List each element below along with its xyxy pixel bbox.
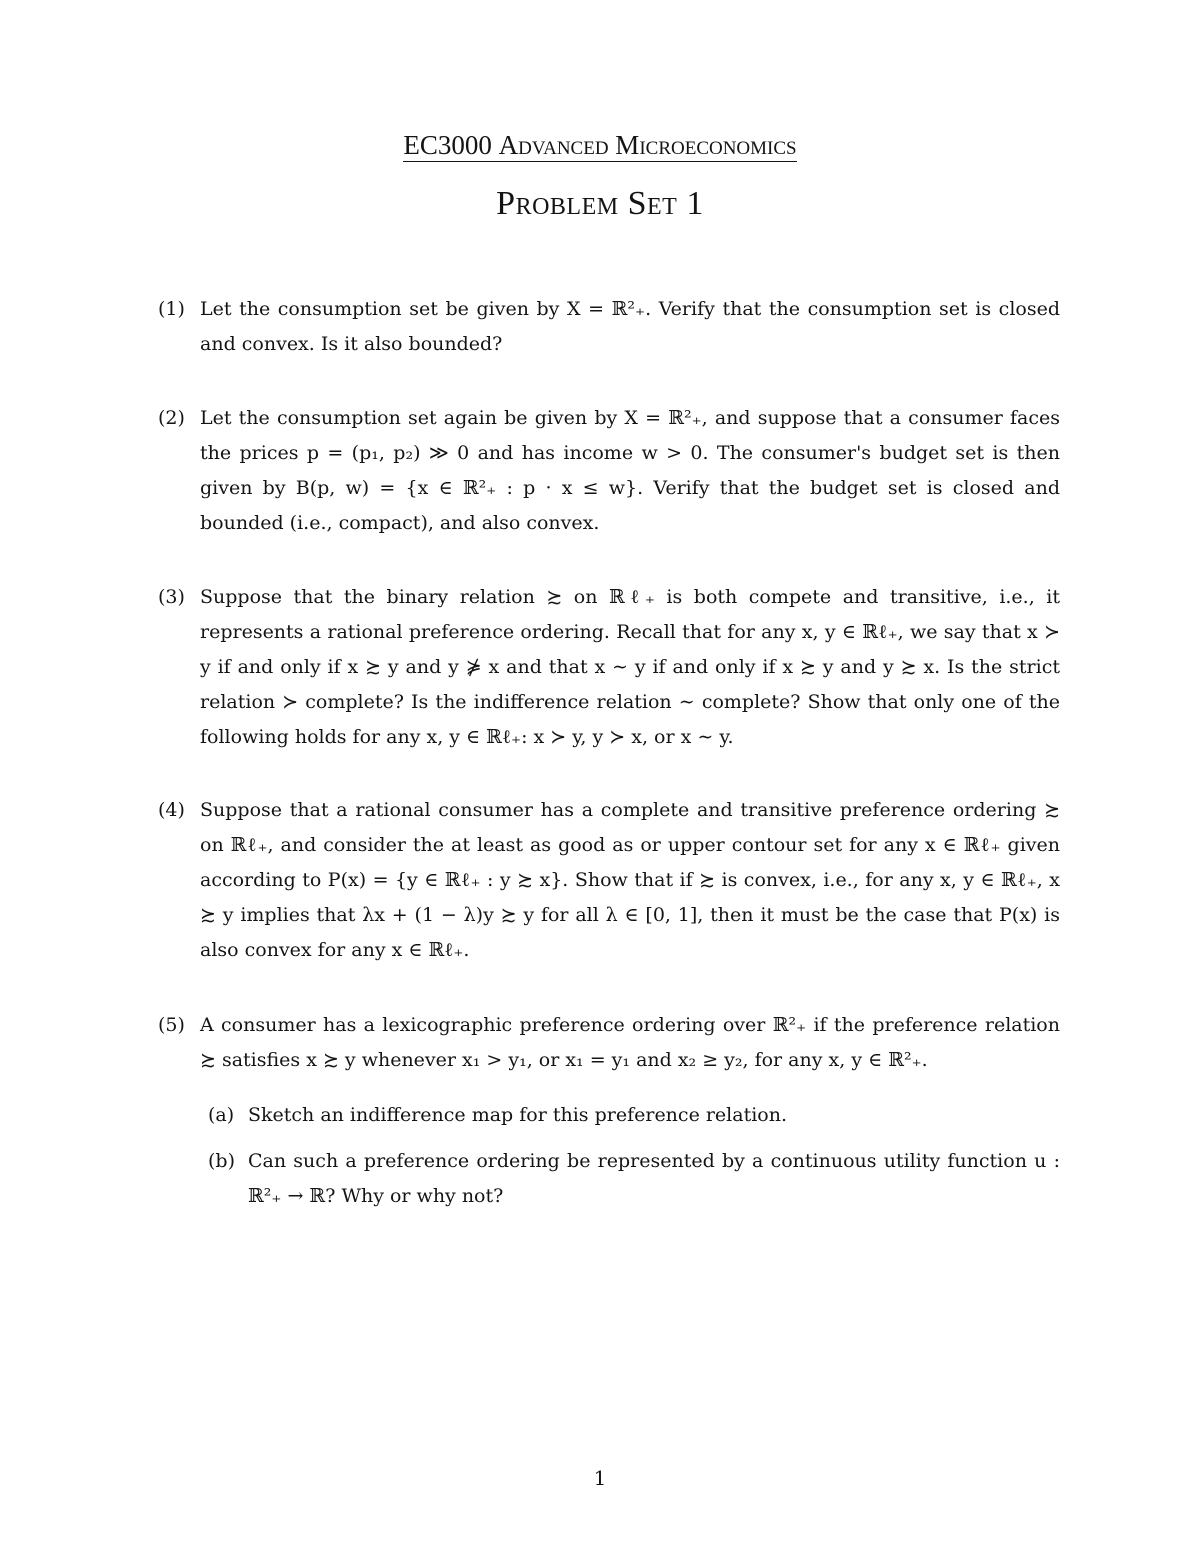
problem-number: (4): [158, 799, 185, 821]
problem-number: (5): [158, 1014, 185, 1036]
course-code: EC3000: [403, 130, 492, 160]
problem-1: [158, 292, 1060, 362]
part-text: Can such a preference ordering be represented by a continuous utility function u : ℝ²₊ → ℝ? Why or why not?: [248, 1150, 1060, 1207]
problem-text: Suppose that the binary relation ≿ on ℝℓ₊ is both compete and transitive, i.e., it represents a rational preference ordering. Recall that for any x, y ∈ ℝℓ₊, we say that x ≻ y if and only if x ≿ y and y ⋡ x and that x ∼ y if and only if x ≿ y and y ≿ x. Is the strict relation ≻ complete? Is the indifference relation ∼ complete? Show that only one of the following holds for any x, y ∈ ℝℓ₊: x ≻ y, y ≻ x, or x ∼ y.: [200, 586, 1060, 748]
problem-number: (2): [158, 407, 185, 429]
problem-5-part-b: [208, 1144, 1060, 1214]
problem-text: A consumer has a lexicographic preference ordering over ℝ²₊ if the preference relation ≿ satisfies x ≿ y whenever x₁ > y₁, or x₁ = y₁ and x₂ ≥ y₂, for any x, y ∈ ℝ²₊.: [200, 1014, 1060, 1071]
problem-text: Suppose that a rational consumer has a complete and transitive preference ordering ≿ on ℝℓ₊, and consider the at least as good as or upper contour set for any x ∈ ℝℓ₊ given according to P(x) = {y ∈ ℝℓ₊ : y ≿ x}. Show that if ≿ is convex, i.e., for any x, y ∈ ℝℓ₊, x ≿ y implies that λx + (1 − λ)y ≿ y for all λ ∈ [0, 1], then it must be the case that P(x) is also convex for any x ∈ ℝℓ₊.: [200, 799, 1060, 961]
problem-4: [158, 793, 1060, 968]
part-text: Sketch an indifference map for this preference relation.: [248, 1104, 788, 1126]
course-title: [0, 128, 1200, 162]
problem-number: (3): [158, 586, 185, 608]
problem-2: [158, 401, 1060, 541]
problem-number: (1): [158, 298, 185, 320]
problem-text: Let the consumption set again be given by X = ℝ²₊, and suppose that a consumer faces the prices p = (p₁, p₂) ≫ 0 and has income w > 0. The consumer's budget set is then given by B(p, w) = {x ∈ ℝ²₊ : p · x ≤ w}. Verify that the budget set is closed and bounded (i.e., compact), and also convex.: [200, 407, 1060, 534]
problem-set-title: Problem Set 1: [496, 185, 704, 222]
part-label: (b): [208, 1150, 235, 1172]
page-number: 1: [593, 1466, 607, 1490]
problem-3: [158, 580, 1060, 755]
part-label: (a): [208, 1104, 235, 1126]
problem-text: Let the consumption set be given by X = ℝ²₊. Verify that the consumption set is closed and convex. Is it also bounded?: [200, 298, 1060, 355]
problem-5: [158, 1008, 1060, 1078]
course-name: Advanced Microeconomics: [498, 130, 797, 160]
problem-5-part-a: [208, 1098, 1060, 1133]
